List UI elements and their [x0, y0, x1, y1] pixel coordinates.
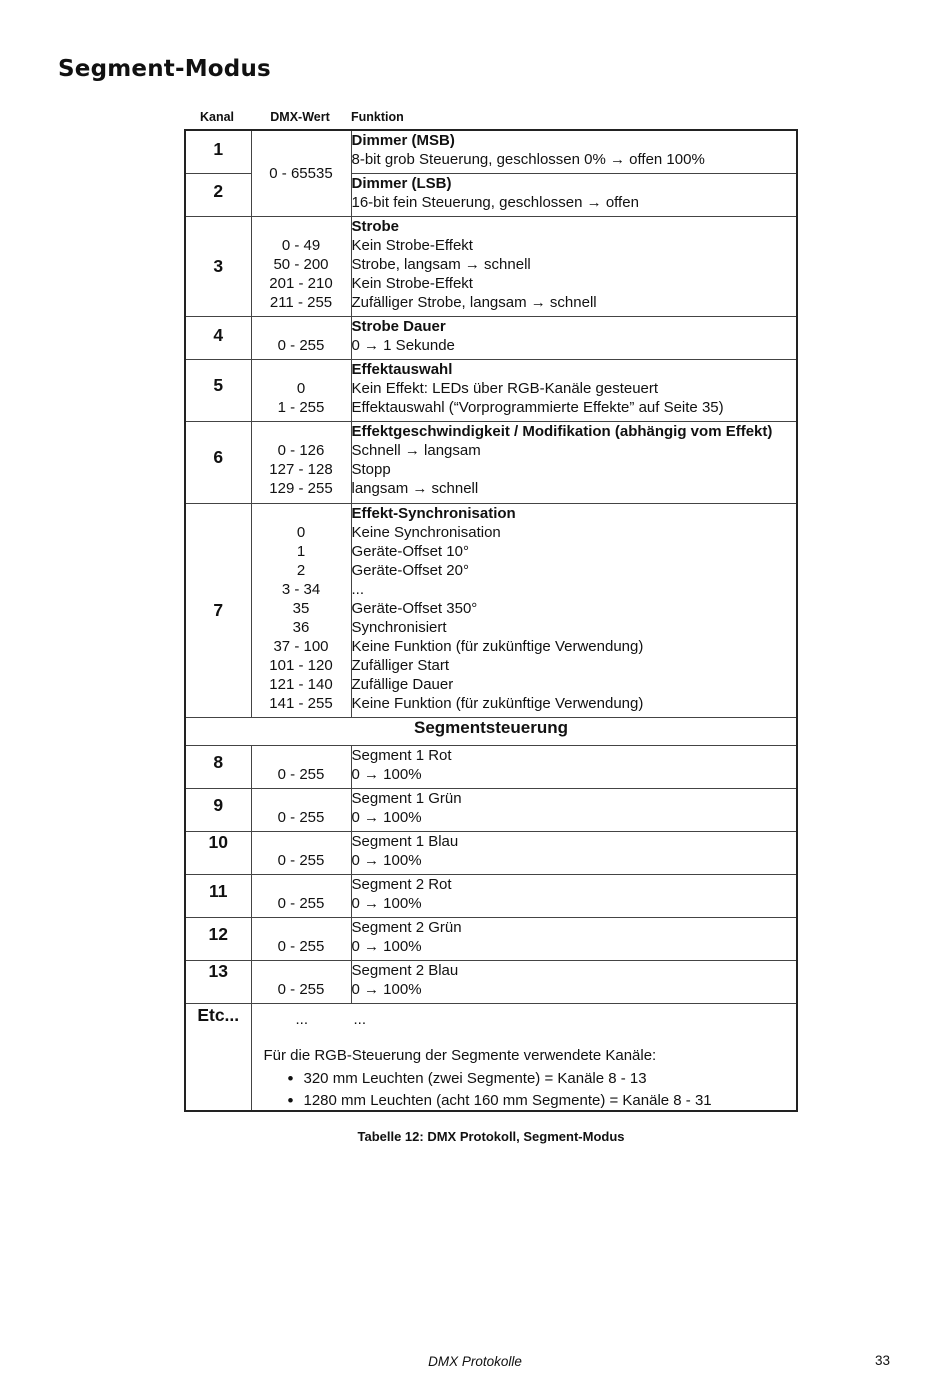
function-title: Strobe — [351, 217, 400, 235]
dmx-cell: 0 1 - 255 — [251, 359, 351, 421]
kanal-cell: 5 — [185, 359, 251, 421]
kanal-cell: Etc... — [185, 1003, 251, 1111]
section-row — [185, 717, 797, 745]
table-caption: Tabelle 12: DMX Protokoll, Segment-Modus — [357, 1129, 625, 1144]
column-headers — [184, 110, 798, 128]
funktion-cell: Effekt-Synchronisation Keine Synchronisation Geräte-Offset 10° Geräte-Offset 20° ... Geräte-Offset 350° Synchronisiert Keine Funktion (für zukünftige Verwendung) Zufälliger Start Zufällige Dauer Keine Funktion (für zukünftige Verwendung) — [351, 503, 797, 717]
funktion-cell: Segment 1 Blau 0 → 100% — [351, 831, 797, 874]
funktion-cell: Strobe Dauer 0 → 1 Sekunde — [351, 316, 797, 359]
kanal-cell: 2 — [185, 173, 251, 216]
dmx-cell: 0 - 255 — [251, 917, 351, 960]
dmx-cell: 0 - 255 — [251, 831, 351, 874]
function-title: Effekt-Synchronisation — [351, 504, 516, 522]
table-row-ch1 — [185, 130, 797, 173]
funktion-cell: Strobe Kein Strobe-Effekt Strobe, langsam → schnell Kein Strobe-Effekt Zufälliger Strobe, langsam → schnell — [351, 216, 797, 316]
table-row-ch9 — [185, 788, 797, 831]
list-item: • 320 mm Leuchten (zwei Segmente) = Kanäle 8 - 13 — [288, 1068, 712, 1090]
list-item: • 1280 mm Leuchten (acht 160 mm Segmente) = Kanäle 8 - 31 — [288, 1090, 712, 1112]
dmx-cell: 0 - 255 — [251, 960, 351, 1003]
table-row-ch4 — [185, 316, 797, 359]
etc-note: Für die RGB-Steuerung der Segmente verwendete Kanäle: — [263, 1046, 657, 1064]
kanal-cell: 12 — [185, 917, 251, 960]
kanal-cell: 10 — [185, 831, 251, 874]
channel-usage-list — [288, 1068, 712, 1112]
dmx-protocol-table — [184, 129, 798, 1112]
table-row-ch3 — [185, 216, 797, 316]
header-kanal: Kanal — [199, 110, 235, 124]
kanal-cell: 11 — [185, 874, 251, 917]
table-row-ch7 — [185, 503, 797, 717]
etc-funktion: ... — [353, 1010, 367, 1028]
funktion-cell — [351, 130, 797, 173]
funktion-cell: Segment 2 Rot 0 → 100% — [351, 874, 797, 917]
kanal-cell: 9 — [185, 788, 251, 831]
table-row-ch12 — [185, 917, 797, 960]
footer-section-title: DMX Protokolle — [428, 1354, 522, 1369]
funktion-cell: Segment 2 Blau 0 → 100% — [351, 960, 797, 1003]
kanal-cell: 3 — [185, 216, 251, 316]
function-desc: 8-bit grob Steuerung, geschlossen 0% → offen 100% — [351, 151, 705, 168]
kanal-cell: 8 — [185, 745, 251, 788]
kanal-cell: 4 — [185, 316, 251, 359]
table-row-ch5 — [185, 359, 797, 421]
etc-dmx: ... — [295, 1010, 309, 1028]
dmx-cell: 0 - 255 — [251, 874, 351, 917]
section-heading: Segmentsteuerung — [185, 717, 797, 745]
funktion-cell: Segment 1 Grün 0 → 100% — [351, 788, 797, 831]
dmx-cell: 0 - 255 — [251, 788, 351, 831]
dmx-cell: 0 - 49 50 - 200 201 - 210 211 - 255 — [251, 216, 351, 316]
function-title: Dimmer (LSB) — [351, 174, 452, 192]
kanal-cell: 13 — [185, 960, 251, 1003]
header-dmx-wert: DMX-Wert — [270, 110, 330, 124]
function-title: Effektgeschwindigkeit / Modifikation (abhängig vom Effekt) — [351, 422, 773, 440]
function-title: Effektauswahl — [351, 360, 453, 378]
page-title: Segment-Modus — [58, 56, 271, 82]
table-row-ch6 — [185, 421, 797, 503]
kanal-cell: 1 — [185, 130, 251, 173]
table-row-ch11 — [185, 874, 797, 917]
funktion-cell: Effektauswahl Kein Effekt: LEDs über RGB-Kanäle gesteuert Effektauswahl (“Vorprogrammierte Effekte” auf Seite 35) — [351, 359, 797, 421]
table-row-ch10 — [185, 831, 797, 874]
dmx-cell: 0 - 255 — [251, 316, 351, 359]
header-funktion: Funktion — [351, 110, 404, 124]
kanal-cell: 7 — [185, 503, 251, 717]
table-row-ch8 — [185, 745, 797, 788]
kanal-cell: 6 — [185, 421, 251, 503]
funktion-cell: Segment 1 Rot 0 → 100% — [351, 745, 797, 788]
table-row-etc — [185, 1003, 797, 1111]
funktion-cell: Effektgeschwindigkeit / Modifikation (abhängig vom Effekt) Schnell → langsam Stopp langsam → schnell — [351, 421, 797, 503]
funktion-cell: Segment 2 Grün 0 → 100% — [351, 917, 797, 960]
dmx-cell: 0 - 255 — [251, 745, 351, 788]
page-number: 33 — [874, 1353, 890, 1368]
dmx-cell: 0 1 2 3 - 34 35 36 37 - 100 101 - 120 121 - 140 141 - 255 — [251, 503, 351, 717]
function-desc: 16-bit fein Steuerung, geschlossen → offen — [351, 193, 639, 211]
function-title: Strobe Dauer — [351, 317, 446, 335]
etc-cell — [251, 1003, 797, 1111]
function-title: Dimmer (MSB) — [351, 132, 455, 149]
funktion-cell — [351, 173, 797, 216]
dmx-cell: 0 - 126 127 - 128 129 - 255 — [251, 421, 351, 503]
dmx-cell: 0 - 65535 — [251, 130, 351, 216]
table-row-ch13 — [185, 960, 797, 1003]
